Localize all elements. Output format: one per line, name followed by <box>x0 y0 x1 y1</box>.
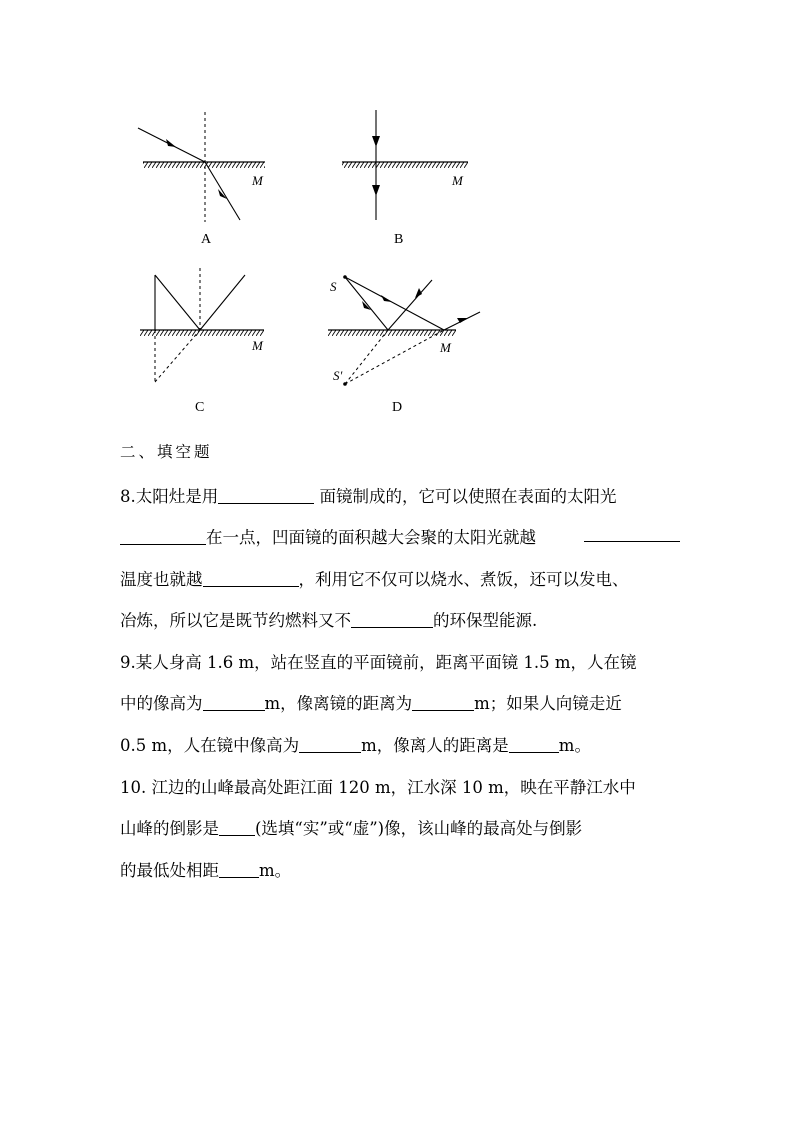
mirror-d-hatch <box>328 330 456 336</box>
mirror-label-b: M <box>452 173 463 188</box>
extension-d1 <box>345 330 388 384</box>
reflected-d1 <box>388 280 432 330</box>
mirror-label-a: M <box>252 173 263 188</box>
q9-line-1: 9.某人身高 1.6 m，站在竖直的平面镜前，距离平面镜 1.5 m，人在镜 <box>120 653 637 672</box>
arrow-a1 <box>166 139 176 147</box>
mirror-label-c: M <box>252 338 263 353</box>
q10-blank-2[interactable] <box>219 861 259 879</box>
extension-c <box>155 330 200 382</box>
q8-line-2 <box>120 524 680 548</box>
label-b: B <box>394 232 404 247</box>
q10-blank-1[interactable] <box>219 819 255 837</box>
q8-text-3: 在一点，凹面镜的面积越大会聚的太阳光就越 <box>206 528 536 547</box>
label-c: C <box>195 400 205 415</box>
q8-text-6: 冶炼，所以它是既节约燃料又不 <box>120 611 351 630</box>
q9-blank-1[interactable] <box>203 694 265 712</box>
q8-line-3 <box>120 566 680 590</box>
label-a: A <box>201 232 212 247</box>
refracted-ray-a <box>205 162 240 220</box>
q9-text-2: m，像离镜的距离为 <box>264 694 413 713</box>
mirror-label-d: M <box>440 340 451 355</box>
q9-text-1: 中的像高为 <box>120 694 203 713</box>
q9-text-3: m；如果人向镜走近 <box>474 694 622 713</box>
q9-text-6: m。 <box>558 736 591 755</box>
mirror-a-hatch <box>143 162 265 168</box>
q8-blank-4[interactable] <box>203 570 299 588</box>
source-label: S <box>330 279 337 294</box>
ray-d1 <box>345 277 388 330</box>
extension-d2 <box>345 330 444 384</box>
q9-blank-4[interactable] <box>509 736 559 754</box>
image-label: S′ <box>333 368 343 383</box>
q8-text-2: 面镜制成的，它可以使照在表面的太阳光 <box>314 487 617 506</box>
section-title: 二、填空题 <box>120 443 213 461</box>
q10-text-2: (选填“实”或“虚”)像，该山峰的最高处与倒影 <box>255 819 583 838</box>
q8-blank-3[interactable] <box>584 524 680 542</box>
arrow-b1 <box>372 136 380 147</box>
q10-text-1: 山峰的倒影是 <box>120 819 219 838</box>
q8-text-7: 的环保型能源. <box>433 611 538 630</box>
image-point <box>343 382 347 386</box>
q10-text-4: m。 <box>259 861 292 880</box>
q10-line-2 <box>120 815 680 839</box>
mirror-c-hatch <box>140 330 264 336</box>
figure-d <box>328 275 480 415</box>
q10-text-3: 的最低处相距 <box>120 861 219 880</box>
optics-figure <box>110 100 490 420</box>
q8-line-1 <box>120 483 680 507</box>
q10-line-3 <box>120 857 680 881</box>
q9-blank-3[interactable] <box>299 736 361 754</box>
figure-b <box>342 110 468 247</box>
q8-blank-1[interactable] <box>218 487 314 505</box>
q9-text-4: 0.5 m，人在镜中像高为 <box>120 736 300 755</box>
q9-line-3 <box>120 732 680 756</box>
q8-blank-2[interactable] <box>120 528 206 546</box>
q9-line-2 <box>120 690 680 714</box>
reflected-ray-c <box>200 275 245 330</box>
q8-text-5: ，利用它不仅可以烧水、煮饭，还可以发电、 <box>298 570 629 589</box>
q8-line-4 <box>120 607 680 631</box>
q9-text-5: m，像离人的距离是 <box>361 736 509 755</box>
incident-ray-c <box>155 275 200 330</box>
mirror-b-hatch <box>342 162 468 168</box>
arrow-d3 <box>381 295 392 302</box>
label-d: D <box>392 400 403 415</box>
arrow-b2 <box>372 185 380 196</box>
q8-blank-5[interactable] <box>351 611 433 629</box>
q10-line-1: 10. 江边的山峰最高处距江面 120 m，江水深 10 m，映在平静江水中 <box>120 778 636 797</box>
figure-a <box>138 112 265 247</box>
q8-text-4: 温度也就越 <box>120 570 203 589</box>
figure-c <box>140 268 264 415</box>
arrow-d2 <box>415 288 422 298</box>
q9-blank-2[interactable] <box>412 694 474 712</box>
arrow-d1 <box>362 301 371 310</box>
q8-text-1: 8.太阳灶是用 <box>120 487 219 506</box>
